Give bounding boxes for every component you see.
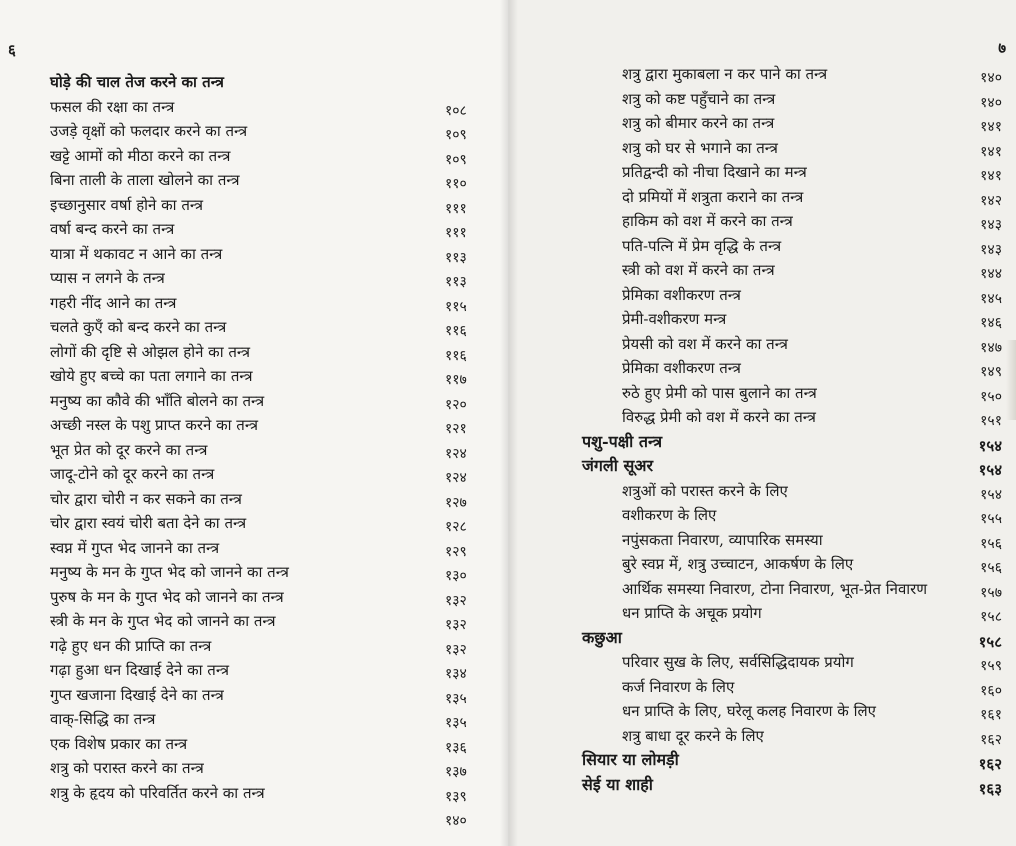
toc-entry-title: प्यास न लगने के तन्त्र: [50, 269, 165, 287]
toc-entry: [580, 332, 1010, 357]
toc-entry: [50, 95, 490, 120]
toc-entry-title: शत्रु को घर से भगाने का तन्त्र: [622, 138, 778, 157]
toc-entry-title: स्त्री को वश में करने का तन्त्र: [622, 261, 775, 279]
toc-entry-title: बिना ताली के ताला खोलने का तन्त्र: [50, 171, 240, 189]
toc-entry-page: १२१: [445, 421, 467, 437]
book-gutter: [500, 0, 518, 846]
toc-entry-page: १११: [445, 200, 467, 217]
toc-entry-title: प्रेमी-वशीकरण मन्त्र: [622, 310, 727, 328]
toc-entry: [580, 528, 1010, 553]
toc-entry-title: शत्रुओं को परास्त करने के लिए: [622, 481, 788, 500]
toc-entry-page: १४३: [980, 217, 1002, 233]
toc-entry-page: १४३: [980, 241, 1002, 258]
toc-entry-page: १०९: [445, 127, 467, 143]
toc-entry: [50, 634, 490, 659]
toc-entry-title: खट्टे आमों को मीठा करने का तन्त्र: [50, 146, 231, 165]
toc-entry: [580, 454, 1010, 479]
toc-entry-title: शत्रु बाधा दूर करने के लिए: [622, 726, 764, 745]
toc-entry-page: १४६: [980, 315, 1002, 331]
toc-entry: [580, 675, 1010, 700]
toc-entry: [50, 217, 490, 242]
toc-entry-title: मनुष्य का कौवे की भाँति बोलने का तन्त्र: [50, 391, 265, 410]
toc-entry-page: १४०: [980, 94, 1002, 111]
toc-entry-page: १६३: [978, 779, 1002, 798]
toc-entry-page: ११३: [445, 274, 467, 290]
toc-entry: [50, 144, 490, 169]
toc-entry-page: १३७: [445, 764, 467, 780]
toc-entry-page: १५०: [980, 388, 1002, 405]
toc-entry: [50, 266, 490, 291]
toc-entry: [580, 87, 1010, 112]
toc-entry-page: १०९: [445, 151, 467, 168]
toc-entry-page: १२०: [445, 396, 467, 413]
toc-entry: [50, 70, 490, 95]
toc-entry: [580, 503, 1010, 528]
toc-entry: [580, 552, 1010, 577]
toc-entry: [580, 283, 1010, 308]
toc-entry-title: एक विशेष प्रकार का तन्त्र: [50, 734, 188, 753]
toc-entry-page: १४१: [980, 168, 1002, 184]
toc-entry-title: लोगों की दृष्टि से ओझल होने का तन्त्र: [50, 342, 251, 361]
toc-entry-page: १४५: [980, 290, 1002, 307]
toc-entry-title: फसल की रक्षा का तन्त्र: [50, 97, 175, 116]
toc-entry: [580, 234, 1010, 259]
toc-entry: [580, 479, 1010, 504]
toc-entry: [50, 168, 490, 193]
toc-entry-title: भूत प्रेत को दूर करने का तन्त्र: [50, 440, 208, 459]
toc-entry-page: ११५: [445, 298, 467, 315]
toc-entry-page: १२४: [445, 470, 467, 486]
toc-entry: [50, 438, 490, 463]
toc-entry-page: १४०: [445, 813, 467, 829]
toc-entry-title: कर्ज निवारण के लिए: [622, 677, 735, 696]
toc-entry-title: धन प्राप्ति के अचूक प्रयोग: [622, 604, 762, 622]
toc-entry-page: १३६: [445, 739, 467, 756]
toc-entry: [580, 185, 1010, 210]
toc-entry-title: चोर द्वारा चोरी न कर सकने का तन्त्र: [50, 489, 242, 508]
toc-entry-title: गुप्त खजाना दिखाई देने का तन्त्र: [50, 685, 224, 704]
toc-entry-title: नपुंसकता निवारण, व्यापारिक समस्या: [622, 530, 823, 549]
toc-entry-page: १३५: [445, 690, 467, 707]
toc-entry-title: प्रेयसी को वश में करने का तन्त्र: [622, 334, 788, 353]
toc-entry: [50, 781, 490, 806]
toc-entry: [580, 405, 1010, 430]
toc-entry-page: १५६: [980, 535, 1002, 552]
toc-entry: [50, 511, 490, 536]
toc-entry-title: शत्रु के हृदय को परिवर्तित करने का तन्त्र: [50, 783, 265, 802]
toc-entry: [50, 487, 490, 512]
toc-entry-page: १०८: [445, 102, 467, 119]
toc-entry-title: पशु-पक्षी तन्त्र: [582, 431, 663, 451]
toc-entry: [50, 119, 490, 144]
toc-entry-page: ११६: [445, 347, 467, 364]
toc-entry-title: आर्थिक समस्या निवारण, टोना निवारण, भूत-प्रेत निवारण: [622, 579, 928, 598]
toc-entry: [50, 609, 490, 634]
toc-entry-page: १३०: [445, 568, 467, 584]
toc-entry: [580, 381, 1010, 406]
toc-entry-page: १२९: [445, 543, 467, 560]
toc-entry: [580, 356, 1010, 381]
toc-entry-page: १५४: [980, 486, 1002, 503]
toc-entry-page: १११: [445, 225, 467, 241]
toc-entry-title: उजड़े वृक्षों को फलदार करने का तन्त्र: [50, 122, 248, 140]
toc-entry-title: पति-पत्नि में प्रेम वृद्धि के तन्त्र: [622, 236, 782, 255]
toc-entry: [50, 462, 490, 487]
right-contents-list: [580, 62, 1010, 797]
toc-entry: [580, 209, 1010, 234]
toc-entry: [580, 62, 1010, 87]
toc-entry-page: १४७: [980, 339, 1002, 356]
toc-entry-page: १२८: [445, 519, 467, 535]
toc-entry-title: रुठे हुए प्रेमी को पास बुलाने का तन्त्र: [622, 383, 817, 402]
toc-entry-page: १३४: [445, 666, 467, 682]
toc-entry-title: वर्षा बन्द करने का तन्त्र: [50, 220, 175, 238]
toc-entry-title: गढ़े हुए धन की प्राप्ति का तन्त्र: [50, 636, 212, 655]
toc-entry-page: ११०: [445, 176, 467, 192]
toc-entry-title: कछुआ: [582, 627, 622, 647]
toc-entry-title: शत्रु को परास्त करने का तन्त्र: [50, 759, 204, 777]
toc-entry: [580, 601, 1010, 626]
toc-entry-title: सियार या लोमड़ी: [582, 750, 679, 769]
toc-entry: [580, 699, 1010, 724]
toc-entry: [580, 650, 1010, 675]
toc-entry: [50, 340, 490, 365]
toc-entry: [50, 707, 490, 732]
toc-entry-title: यात्रा में थकावट न आने का तन्त्र: [50, 244, 223, 263]
toc-entry-page: १५७: [980, 584, 1002, 601]
toc-entry-title: घोड़े की चाल तेज करने का तन्त्र: [50, 73, 224, 91]
toc-entry-page: १३२: [445, 617, 467, 633]
toc-entry-page: १३५: [445, 715, 467, 731]
toc-entry-title: जंगली सूअर: [582, 456, 654, 475]
toc-entry-title: बुरे स्वप्न में, शत्रु उच्चाटन, आकर्षण के लिए: [622, 555, 854, 573]
toc-entry: [50, 389, 490, 414]
toc-entry-title: पुरुष के मन के गुप्त भेद को जानने का तन्त्र: [50, 587, 284, 606]
toc-entry-page: १६१: [980, 707, 1002, 723]
toc-entry: [50, 413, 490, 438]
toc-entry: [50, 732, 490, 757]
toc-entry-page: १५५: [980, 511, 1002, 527]
right-page-number: ७: [998, 39, 1006, 57]
toc-entry-page: ११३: [445, 249, 467, 266]
toc-entry-page: १५८: [978, 632, 1002, 651]
toc-entry-title: मनुष्य के मन के गुप्त भेद को जानने का तन्त्र: [50, 563, 289, 581]
toc-entry-title: प्रेमिका वशीकरण तन्त्र: [622, 359, 741, 377]
toc-entry-page: ११७: [445, 372, 467, 388]
toc-entry-page: ११६: [445, 323, 467, 339]
toc-entry-page: १३२: [445, 592, 467, 609]
toc-entry-page: १४२: [980, 192, 1002, 209]
toc-entry-title: दो प्रमियों में शत्रुता कराने का तन्त्र: [622, 187, 804, 206]
toc-entry-title: शत्रु को बीमार करने का तन्त्र: [622, 114, 775, 132]
toc-entry-page: १३२: [445, 641, 467, 658]
toc-entry-page: १४१: [980, 143, 1002, 160]
toc-entry: [580, 160, 1010, 185]
toc-entry-title: स्त्री के मन के गुप्त भेद को जानने का तन्त्र: [50, 612, 276, 630]
left-page-number: ६: [8, 41, 16, 59]
toc-entry-page: १६०: [980, 682, 1002, 699]
toc-entry-page: १४०: [980, 70, 1002, 86]
toc-entry: [580, 258, 1010, 283]
left-contents-list: [50, 70, 490, 830]
toc-entry-page: १४१: [980, 119, 1002, 135]
toc-entry: [50, 658, 490, 683]
toc-entry-title: सेई या शाही: [582, 774, 653, 794]
toc-entry-title: हाकिम को वश में करने का तन्त्र: [622, 212, 793, 230]
toc-entry-page: १५९: [980, 658, 1002, 674]
toc-entry-title: धन प्राप्ति के लिए, घरेलू कलह निवारण के लिए: [622, 702, 876, 720]
toc-entry: [50, 756, 490, 781]
toc-entry-title: चोर द्वारा स्वयं चोरी बता देने का तन्त्र: [50, 514, 247, 532]
toc-entry: [580, 136, 1010, 161]
toc-entry: [50, 315, 490, 340]
toc-entry-title: अच्छी नस्ल के पशु प्राप्त करने का तन्त्र: [50, 416, 259, 434]
toc-entry: [50, 536, 490, 561]
toc-entry-title: जादू-टोने को दूर करने का तन्त्र: [50, 465, 215, 483]
toc-entry-title: खोये हुए बच्चे का पता लगाने का तन्त्र: [50, 367, 253, 385]
toc-entry-page: १६२: [978, 755, 1002, 773]
toc-entry-title: गहरी नींद आने का तन्त्र: [50, 293, 177, 312]
toc-entry-page: १२४: [445, 445, 467, 462]
toc-entry-title: शत्रु द्वारा मुकाबला न कर पाने का तन्त्र: [622, 65, 828, 83]
toc-entry-page: १५८: [980, 609, 1002, 625]
toc-entry-page: १४९: [980, 364, 1002, 380]
toc-entry-title: प्रतिद्वन्दी को नीचा दिखाने का मन्त्र: [622, 163, 807, 181]
toc-entry-title: गढ़ा हुआ धन दिखाई देने का तन्त्र: [50, 661, 229, 679]
toc-entry-page: १२७: [445, 494, 467, 511]
toc-entry: [50, 683, 490, 708]
toc-entry: [50, 585, 490, 610]
toc-entry-title: वाक्-सिद्धि का तन्त्र: [50, 710, 156, 728]
toc-entry-title: इच्छानुसार वर्षा होने का तन्त्र: [50, 195, 204, 214]
toc-entry: [580, 748, 1010, 773]
toc-entry: [580, 724, 1010, 749]
toc-entry: [580, 626, 1010, 651]
toc-entry-page: १४४: [980, 266, 1002, 282]
toc-entry-title: विरुद्ध प्रेमी को वश में करने का तन्त्र: [622, 408, 816, 426]
toc-entry: [50, 193, 490, 218]
toc-entry-title: शत्रु को कष्ट पहुँचाने का तन्त्र: [622, 89, 776, 108]
toc-entry-page: १५४: [978, 461, 1002, 479]
toc-entry-title: प्रेमिका वशीकरण तन्त्र: [622, 285, 741, 304]
toc-entry-page: १३९: [445, 788, 467, 805]
toc-entry: [50, 560, 490, 585]
toc-entry-page: १६२: [980, 731, 1002, 748]
toc-entry: [50, 242, 490, 267]
toc-entry: [580, 307, 1010, 332]
toc-entry-title: चलते कुएँ को बन्द करने का तन्त्र: [50, 318, 227, 336]
toc-entry: [50, 805, 490, 830]
toc-entry: [50, 364, 490, 389]
toc-entry: [580, 773, 1010, 798]
toc-entry-title: वशीकरण के लिए: [622, 506, 717, 524]
toc-entry-page: १५६: [980, 560, 1002, 576]
toc-entry: [580, 111, 1010, 136]
toc-entry-title: परिवार सुख के लिए, सर्वसिद्धिदायक प्रयोग: [622, 653, 854, 671]
toc-entry-page: १५४: [978, 436, 1002, 455]
toc-entry-title: स्वप्न में गुप्त भेद जानने का तन्त्र: [50, 538, 220, 557]
toc-entry: [580, 577, 1010, 602]
toc-entry-page: १५१: [980, 413, 1002, 429]
toc-entry: [50, 291, 490, 316]
toc-entry: [580, 430, 1010, 455]
